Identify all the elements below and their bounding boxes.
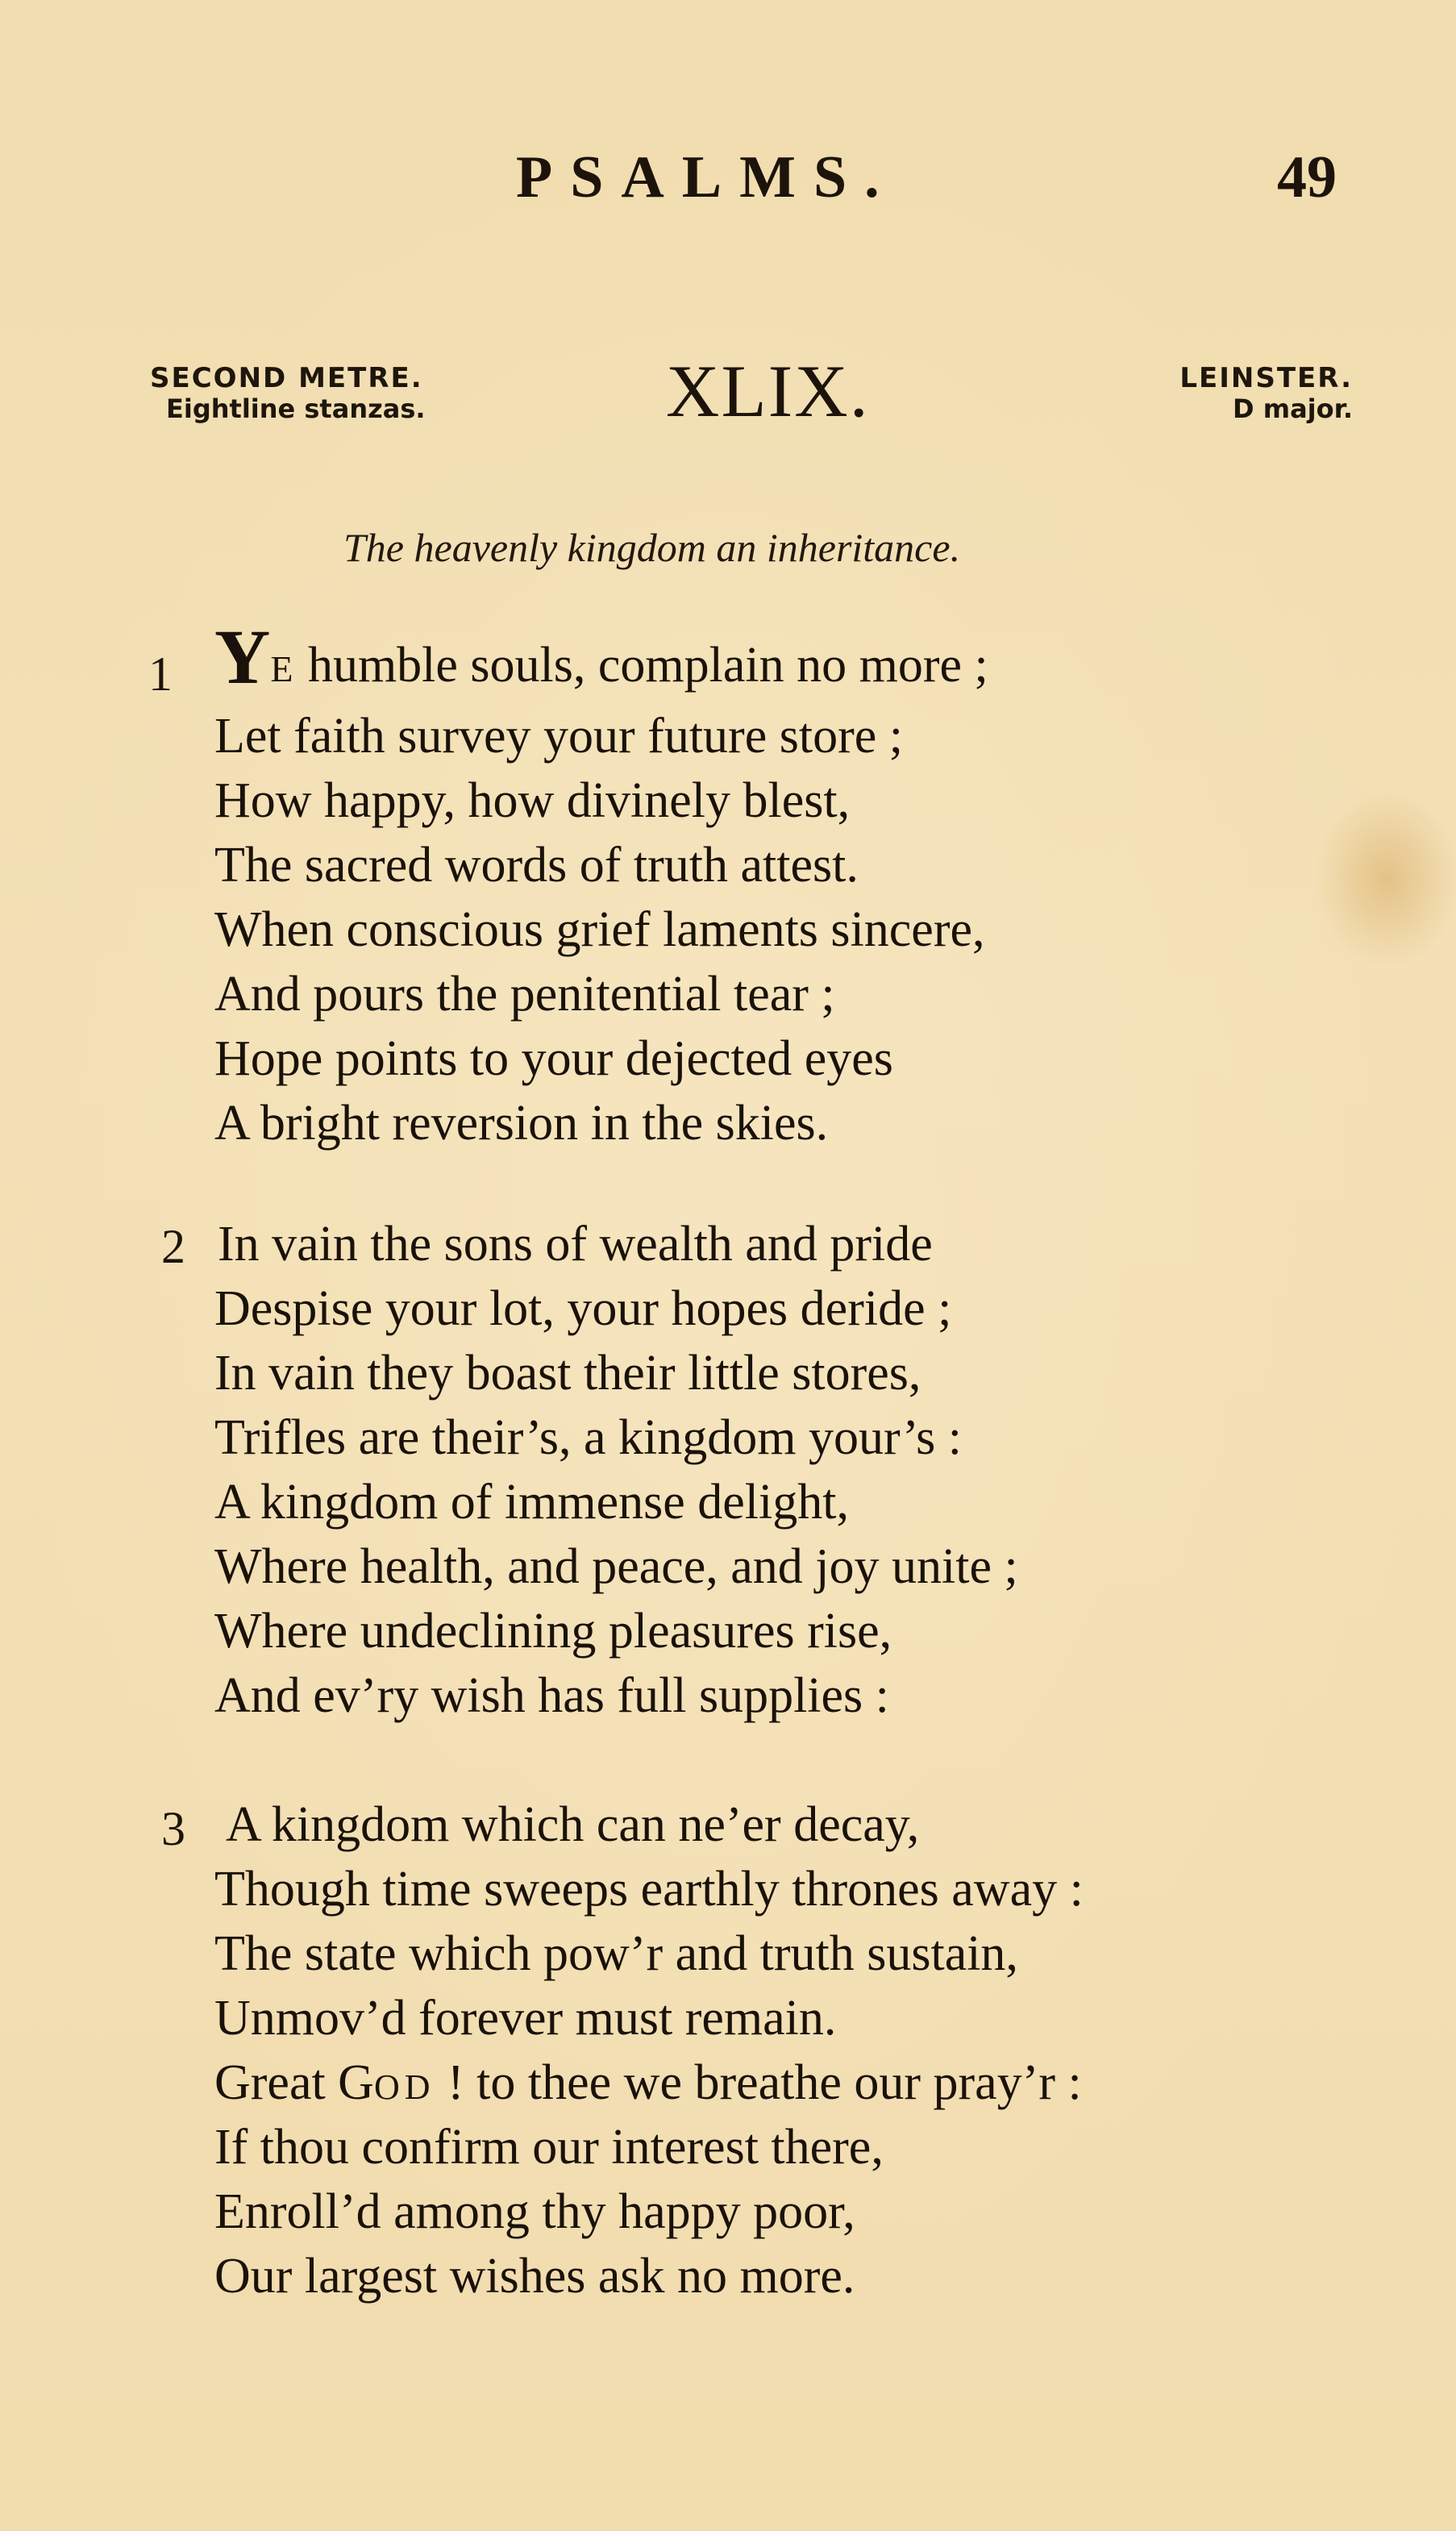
stanza-number: 1 bbox=[148, 647, 173, 701]
small-cap-letter: E bbox=[270, 648, 296, 689]
verse-line: A kingdom which can ne’er decay, bbox=[226, 1797, 920, 1852]
verse-line-text: Great G bbox=[214, 2055, 374, 2110]
small-caps-god: OD bbox=[373, 2067, 435, 2107]
verse-line: Where undeclining pleasures rise, bbox=[214, 1604, 892, 1659]
verse-line: The state which pow’r and truth sustain, bbox=[214, 1926, 1018, 1981]
verse-line: Enroll’d among thy happy poor, bbox=[214, 2184, 855, 2239]
verse-line: Our largest wishes ask no more. bbox=[214, 2249, 855, 2304]
verse-line: And ev’ry wish has full supplies : bbox=[214, 1668, 889, 1723]
verse-line bbox=[214, 2054, 1082, 2112]
verse-line: Let faith survey your future store ; bbox=[214, 709, 903, 764]
drop-cap: Y bbox=[214, 614, 271, 700]
verse-line: In vain they boast their little stores, bbox=[214, 1346, 921, 1401]
tune-name: LEINSTER. bbox=[1179, 362, 1353, 394]
verse-line: When conscious grief laments sincere, bbox=[214, 902, 985, 957]
verse-line: How happy, how divinely blest, bbox=[214, 773, 851, 828]
verse-line bbox=[214, 614, 988, 700]
verse-line: A kingdom of immense delight, bbox=[214, 1475, 849, 1530]
verse-line: A bright reversion in the skies. bbox=[214, 1096, 829, 1151]
verse-line: Unmov’d forever must remain. bbox=[214, 1991, 837, 2046]
verse-line-text: ! to thee we breathe our pray’r : bbox=[435, 2055, 1082, 2110]
verse-line: If thou confirm our interest there, bbox=[214, 2120, 884, 2175]
verse-line: Despise your lot, your hopes deride ; bbox=[214, 1281, 952, 1336]
verse-line-text: humble souls, complain no more ; bbox=[295, 638, 988, 693]
stanza-number: 3 bbox=[161, 1802, 185, 1855]
psalm-subtitle: The heavenly kingdom an inheritance. bbox=[343, 525, 961, 570]
verse-line: In vain the sons of wealth and pride bbox=[218, 1217, 933, 1272]
verse-line: Though time sweeps earthly thrones away : bbox=[214, 1862, 1084, 1917]
running-head: PSALMS. bbox=[516, 144, 897, 210]
psalm-number: XLIX. bbox=[666, 350, 870, 432]
tune-key: D major. bbox=[1233, 393, 1353, 424]
metre-label: SECOND METRE. bbox=[150, 362, 423, 394]
verse-line: The sacred words of truth attest. bbox=[214, 838, 859, 893]
verse-line: And pours the penitential tear ; bbox=[214, 967, 835, 1022]
metre-info bbox=[150, 363, 426, 424]
stanza-number: 2 bbox=[161, 1220, 185, 1273]
stanza-form-label: Eightline stanzas. bbox=[166, 393, 426, 424]
tune-info bbox=[1167, 363, 1353, 424]
page-number: 49 bbox=[1277, 144, 1337, 210]
verse-line: Trifles are their’s, a kingdom your’s : bbox=[214, 1410, 963, 1465]
verse-line: Hope points to your dejected eyes bbox=[214, 1031, 893, 1086]
verse-line: Where health, and peace, and joy unite ; bbox=[214, 1539, 1018, 1594]
